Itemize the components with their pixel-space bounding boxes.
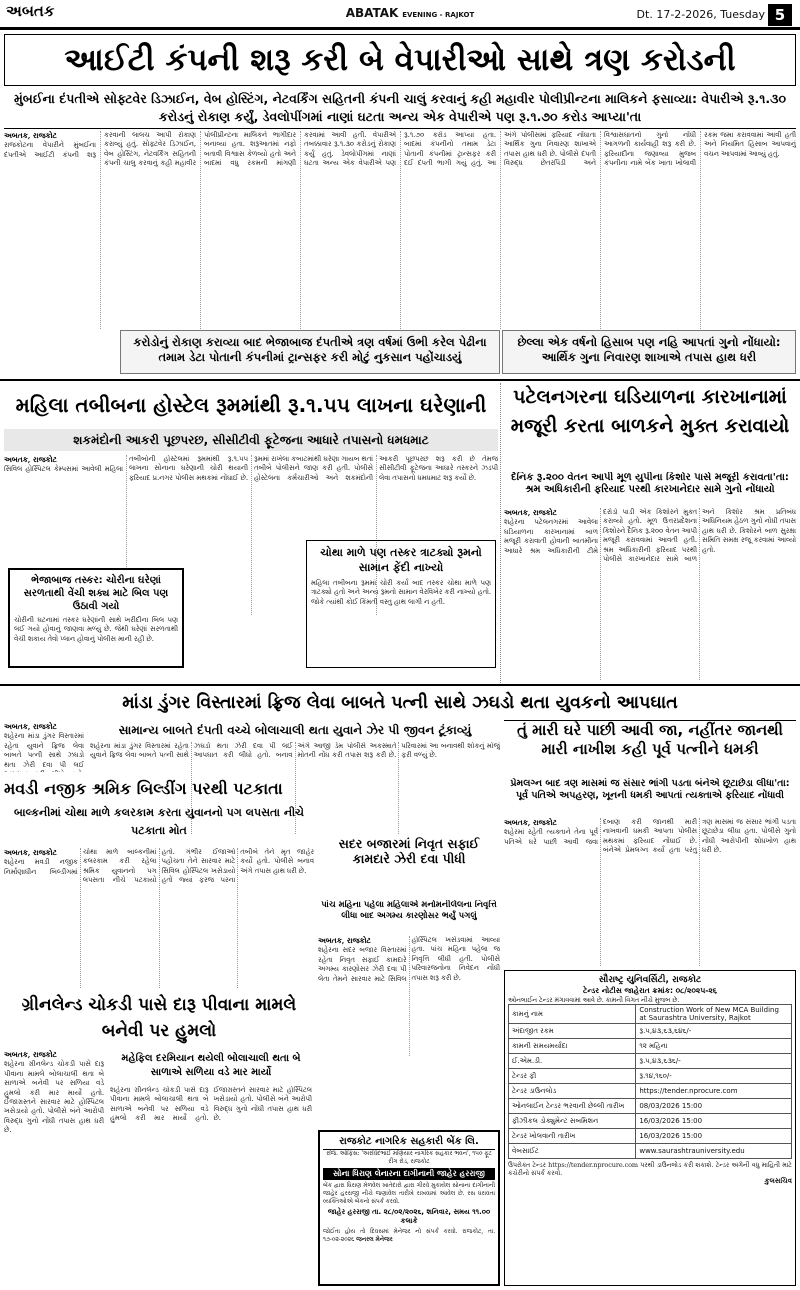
- hostel-side-body: મહિલા તબીબના રૂમમાં ચોરી કર્યા બાદ તસ્કર ચોથા માળે પણ ત્રાટક્યો હતો અને અન્ય રૂમનો સામાન વેરવિખેર કરી નાખ્યો હતો. જોકે ત્યાંથી કોઈ કિંમતી વસ્તુ હાથ લાગી ન હતી.: [311, 579, 491, 606]
- tender-row: [509, 1144, 792, 1159]
- date-line: Dt. 17-2-2026, Tuesday: [636, 8, 765, 21]
- tender-row-label: કામનું નામ: [509, 1005, 636, 1024]
- building-headline: મવડી નજીક શ્રમિક બિલ્ડીંગ પરથી પટકાતા: [4, 779, 283, 798]
- hostel-box-head: ભેજાબાજ તસ્કર: ચોરીના ઘરેણાં સરળતાથી વેંચી શક્ય માટે બિલ પણ ઉઠાવી ગયો: [23, 575, 169, 612]
- tender-signature: કુલસચિવ: [764, 1177, 792, 1185]
- fridge-body-text-2: શહેરના માંડા ડુંગર વિસ્તારમાં રહેતા યુવાને ફ્રિજ લેવા બાબતે પત્ની સાથે ઝઘડો થતા ઝેરી દવા પી લઈ આપઘાત કરી લીધો હતો. બનાવ અંગે આજી ડેમ પોલીસે અકસ્માતે મોતની નોંધ કરી તપાસ શરૂ કરી છે. પરિવારમાં આ બનાવથી શોકનું મોજું ફરી વળ્યું છે.: [90, 742, 500, 760]
- bank-ad-footer-sign: જનરલ મેનેજર: [356, 1236, 393, 1243]
- fridge-body: [4, 722, 84, 772]
- lead-subhead: મુંબઈના દંપતીએ સોફ્ટવેર ડિઝાઈન, વેબ હોસ્ટિંગ, નેટવર્કિંગ સહિતની કંપની ચાલું કરવાનું કહી મહાવીર પોલીપ્રીન્ટના માલિકને ફસાવ્યા: વેપારીએ રૂ.૧.૩૦ કરોડનું રોકાણ કર્યું, ડેવલોપીંગમાં નાણાં ઘટતા અન્ય એક વેપારીએ પણ રૂ.૧.૭૦ કરોડ આપ્યા'તા: [13, 91, 786, 124]
- building-byline: અબતક, રાજકોટ: [4, 848, 57, 857]
- greenland-body: [4, 1050, 104, 1286]
- lead-body-text: રાજકોટના વેપારીને મુંબઈના દંપતીએ આઈટી કંપની શરૂ કરવાની લાલચ આપી રોકાણ કરાવ્યું હતું. સોફ્ટવેર ડિઝાઈન, વેબ હોસ્ટિંગ, નેટવર્કિંગ સહિતની કંપની ચાલુ કરવાનું કહી મહાવીર પોલીપ્રીન્ટના માલિકને ભાગીદાર બનાવ્યા હતા. શરૂઆતમાં નફો બતાવી વિશ્વાસ કેળવ્યો હતો અને બાદમાં વધુ રકમની માંગણી કરવામાં આવી હતી. વેપારીએ તબક્કાવાર રૂ.૧.૩૦ કરોડનું રોકાણ કર્યું હતું. ડેવલોપીંગમાં નાણાં ઘટતા અન્ય એક વેપારીએ પણ રૂ.૧.૭૦ કરોડ આપ્યા હતા. બાદમાં કંપનીનો તમામ ડેટા પોતાની કંપનીમાં ટ્રાન્સફર કરી દઈ દંપતી ભાગી ગયું હતું. આ અંગે પોલીસમાં ફરિયાદ નોંધાતા આર્થિક ગુના નિવારણ શાખાએ તપાસ હાથ ધરી છે. પોલીસે દંપતી વિરુદ્ધ છેતરપિંડી અને વિશ્વાસઘાતનો ગુનો નોંધી આગળની કાર્યવાહી શરૂ કરી છે. ફરિયાદીના જણાવ્યા મુજબ કંપનીના નામે બેંક ખાતા ખોલાવી રકમ જમા કરાવવામાં આવી હતી અને નિયમિત હિસાબ આપવાનું વચન આપવામાં આવ્યું હતું.: [4, 131, 796, 168]
- tender-row-label: ફીઝીકલ ડોક્યુમેન્ટ સબમિશન: [509, 1114, 636, 1129]
- bazaar-body-text: શહેરના સદર બજાર વિસ્તારમાં રહેતા નિવૃત સફાઈ કામદારે અગમ્ય કારણોસર ઝેરી દવા પી લેતા તેમને સારવાર માટે સિવિલ હોસ્પિટલ ખસેડવામાં આવ્યા હતા. પાંચ મહિના પહેલા જ નિવૃત્તિ લીધી હતી. પોલીસે પરિવારજનોના નિવેદન નોંધી તપાસ શરૂ કરી છે.: [318, 936, 500, 983]
- edition-text: EVENING - RAJKOT: [402, 11, 475, 19]
- hostel-byline: અબતક, રાજકોટ: [4, 455, 57, 464]
- paper-name: [290, 6, 530, 24]
- bank-ad: [318, 1130, 500, 1286]
- tender-row-label: અંદાજીત રકમ: [509, 1024, 636, 1039]
- tender-row: [509, 1084, 792, 1099]
- fridge-subhead: સામાન્ય બાબતે દંપતી વચ્ચે બોલાચાલી થતા યુવાને ઝેર પી જીવન ટૂંકાવ્યું: [118, 723, 472, 737]
- greenland-subhead: મહેફિલ દરમિયાન થયેલી બોલાચાલી થતા બે સાળાએ સળિયા વડે માર માર્યો: [121, 1053, 301, 1078]
- bank-ad-footer: [323, 1228, 495, 1244]
- hostel-side-box: [306, 540, 496, 668]
- page-number: 5: [768, 4, 792, 26]
- masthead: [0, 0, 800, 30]
- lead-headline: આઈટી કંપની શરૂ કરી બે વેપારીઓ સાથે ત્રણ કરોડની: [4, 34, 796, 86]
- bank-ad-footer-right: રાજકોટ, તા. ૧૭-૦૨-૨૦૨૬: [323, 1228, 495, 1243]
- hostel-side-head: ચોથા માળે પણ તસ્કર ત્રાટક્યો રૂમનો સામાન ફેંદી નાખ્યો: [320, 546, 482, 574]
- bazaar-headline: સદર બજારમાં નિવૃત સફાઈ કામદારે ઝેરી દવા પીધી: [338, 836, 480, 866]
- hostel-subhead: શકમંદોની આકરી પૂછપરછ, સીસીટીવી ફૂટેજના આધારે તપાસનો ધમધમાટ: [4, 429, 498, 451]
- tender-row-value: 16/03/2026 15:00: [636, 1114, 792, 1129]
- factory-body: [504, 508, 796, 680]
- tender-row: [509, 1069, 792, 1084]
- fridge-body-text: શહેરના માંડા ડુંગર વિસ્તારમાં રહેતા યુવાને ફ્રિજ લેવા બાબતે પત્ની સાથે ઝઘડો થતા ઝેરી દવા પી લઈ: [4, 732, 84, 769]
- tender-notice: [504, 970, 796, 1286]
- tender-row-value: 08/03/2026 15:00: [636, 1099, 792, 1114]
- tender-row-label: ટેન્ડર ડાઉનલોડ: [509, 1084, 636, 1099]
- tender-row-label: વેબસાઈટ: [509, 1144, 636, 1159]
- tender-row-value: ૧૨ મહિના: [636, 1039, 792, 1054]
- bank-ad-notice: બેંક દ્વારા ધિરાણ મેળવેલ ખાતેદારો દ્વારા ગીરવે મુકાયેલ સોનાના દાગીનાની જાહેર હરરાજી નીચે જણાવેલ તારીખે રાખવામાં આવેલ છે. રસ ધરાવતા વ્યક્તિઓએ બેંકનો સંપર્ક કરવો.: [323, 1182, 495, 1205]
- tender-row-value: https://tender.nprocure.com: [636, 1084, 792, 1099]
- greenland-body-text-2: શહેરના ગ્રીનલેન્ડ ચોકડી પાસે દારૂ પીવાના મામલે બોલાચાલી થતા બે સાળાએ બનેવી પર સળિયા વડે હુમલો કરી માર માર્યો હતો. ઈજાગ્રસ્તને સારવાર માટે હોસ્પિટલ ખસેડાયો હતો. પોલીસે બંને આરોપી વિરુદ્ધ ગુનો નોંધી તપાસ હાથ ધરી છે.: [110, 1086, 312, 1123]
- factory-headline: પટેલનગરના ઘડિયાળના કારખાનામાં મજૂરી કરતા બાળકને મુક્ત કરાવાયો: [510, 386, 790, 437]
- building-body: [4, 848, 314, 988]
- tender-row-value: રૂ.૧૪,૧૬૦/-: [636, 1069, 792, 1084]
- factory-subhead: દૈનિક રૂ.૨૦૦ વેતન આપી મૂળ યુપીના કિશોર પાસે મજૂરી કરાવતા'તા: શ્રમ અધિકારીની ફરિયાદ પરથી કારખાનેદાર સામે ગુનો નોંધાયો: [511, 472, 789, 495]
- greenland-byline: અબતક, રાજકોટ: [4, 1050, 57, 1059]
- threat-body: [504, 818, 796, 966]
- greenland-body-extra: [110, 1086, 312, 1126]
- threat-byline: અબતક, રાજકોટ: [504, 818, 557, 827]
- fridge-headline: માંડા ડુંગર વિસ્તારમાં ફ્રિજ લેવા બાબતે પત્ની સાથે ઝઘડો થતા યુવકનો આપઘાત: [122, 693, 678, 713]
- tender-intro: ઓનલાઈન ટેન્ડર મંગાવવામાં આવે છે. કામની વિગત નીચે મુજબ છે.: [508, 996, 680, 1004]
- building-subhead: બાલ્કનીમાં ચોથા માળે કલરકામ કરતા યુવાનનો પગ લપસતા નીચે પટકાતા મોત: [14, 806, 304, 837]
- building-body-text: શહેરના મવડી નજીક નિર્માણાધીન બિલ્ડીંગમાં ચોથા માળે બાલ્કનીમાં કલરકામ કરી રહેલા શ્રમિક યુવાનનો પગ લપસતા નીચે પટકાયો હતો. ગંભીર ઈજાઓ પહોંચતા તેને સારવાર માટે સિવિલ હોસ્પિટલ ખસેડાયો હતો જ્યાં ફરજ પરના તબીબે તેને મૃત જાહેર કર્યો હતો. પોલીસે બનાવ અંગે તપાસ હાથ ધરી છે.: [4, 848, 314, 885]
- tender-row: [509, 1054, 792, 1069]
- hostel-box: [8, 568, 184, 668]
- tender-row: [509, 1039, 792, 1054]
- tender-notice-no: ટેન્ડર નોટીસ જાહેરાત ક્રમાંક: ૦૮/૨૦૨૫-૨૬: [583, 986, 717, 995]
- tender-row-label: ઓનલાઈન ટેન્ડર ભરવાની છેલ્લી તારીખ: [509, 1099, 636, 1114]
- bazaar-byline: અબતક, રાજકોટ: [318, 936, 371, 945]
- threat-body-text: શહેરમાં રહેતી ત્યક્તાને તેના પૂર્વ પતિએ ઘરે પાછી આવી જવા દબાણ કરી જાનથી મારી નાખવાની ધમકી આપતા પોલીસ મથકમાં ફરિયાદ નોંધાઈ છે. બંનેએ પ્રેમલગ્ન કર્યા હતા પરંતુ ત્રણ માસમાં જ સંસાર ભાંગી પડતા છૂટાછેડા લીધા હતા. પોલીસે ગુનો નોંધી આરોપીની શોધખોળ હાથ ધરી છે.: [504, 818, 796, 855]
- factory-body-text: શહેરના પટેલનગરમાં આવેલા ઘડિયાળના કારખાનામાં બાળ મજૂરી કરાવાતી હોવાની બાતમીના આધારે શ્રમ અધિકારીની ટીમે દરોડો પાડી એક કિશોરને મુક્ત કરાવ્યો હતો. મૂળ ઉત્તરપ્રદેશના કિશોરને દૈનિક રૂ.૨૦૦ વેતન આપી મજૂરી કરાવવામાં આવતી હતી. શ્રમ અધિકારીની ફરિયાદ પરથી પોલીસે કારખાનેદાર સામે બાળ અને કિશોર શ્રમ પ્રતિબંધ અધિનિયમ હેઠળ ગુનો નોંધી તપાસ હાથ ધરી છે. કિશોરને બાળ સુરક્ષા સમિતિ સમક્ષ રજૂ કરવામાં આવ્યો હતો.: [504, 508, 796, 564]
- bazaar-body: [318, 936, 500, 1056]
- tender-footer: ઉપરોક્ત ટેન્ડર https://tender.nprocure.com પરથી ડાઉનલોડ કરી શકાશે. ટેન્ડર અંગેની વધુ માહિતી માટે કચેરીનો સંપર્ક કરવો.: [508, 1161, 792, 1177]
- hostel-box-body: ચોરીની ઘટનામાં તસ્કર ઘરેણાંની સાથે ખરીદીના બિલ પણ લઈ ગયો હોવાનું જાણવા મળ્યું છે. જેથી ઘરેણાં સરળતાથી વેચી શકાય તેવો પ્લાન હોવાનું પોલીસ માની રહી છે.: [14, 616, 178, 643]
- bazaar-subhead: પાંચ મહિના પહેલા મહિલાએ મનોમનીલેલના નિવૃત્તિ લીધા બાદ અગમ્ય કારણોસર ભર્યું પગલું: [321, 900, 497, 921]
- lead-callout-right: છેલ્લા એક વર્ષનો હિસાબ પણ નહિ આપતાં ગુનો નોંધાયો: આર્થિક ગુના નિવારણ શાખાએ તપાસ હાથ ધરી: [502, 330, 796, 374]
- bank-ad-banner: સોના ધિરાણ લેનારના દાગીનાની જાહેર હરરાજી: [323, 1168, 495, 1180]
- hostel-body-text: સિવિલ હોસ્પિટલ કેમ્પસમાં આવેલી મહિલા તબીબોની હોસ્ટેલમાં રૂમમાંથી રૂ.૧.૫૫ લાખના સોનાના ઘરેણાની ચોરી થયાની ફરિયાદ પ્ર.નગર પોલીસ મથકમાં નોંધાઈ છે. રૂમમાં રાખેલા કબાટમાંથી ઘરેણા ગાયબ થતાં તબીબે પોલીસને જાણ કરી હતી. પોલીસે હોસ્ટેલના કર્મચારીઓ અને શકમંદોની આકરી પૂછપરછ શરૂ કરી છે તેમજ સીસીટીવી ફૂટેજના આધારે તસ્કરને ઝડપી લેવા તપાસનો ધમધમાટ શરૂ કર્યો છે.: [4, 455, 498, 482]
- tender-row: [509, 1099, 792, 1114]
- paper-name-text: ABATAK: [345, 6, 399, 20]
- tender-row: [509, 1129, 792, 1144]
- greenland-body-text: શહેરના ગ્રીનલેન્ડ ચોકડી પાસે દારૂ પીવાના મામલે બોલાચાલી થતા બે સાળાએ બનેવી પર સળિયા વડે હુમલો કરી માર માર્યો હતો. ઈજાગ્રસ્તને સારવાર માટે હોસ્પિટલ ખસેડાયો હતો. પોલીસે બંને આરોપી વિરુદ્ધ ગુનો નોંધી તપાસ હાથ ધરી છે.: [4, 1060, 104, 1135]
- tender-row: [509, 1024, 792, 1039]
- tender-row-value: Construction Work of New MCA Building at Saurashtra University, Rajkot: [636, 1005, 792, 1024]
- tender-table: [508, 1004, 792, 1159]
- tender-row-value: રૂ.૫,૪૩,૬૩,૬૪૬/-: [636, 1024, 792, 1039]
- tender-row-label: ટેન્ડર ફી: [509, 1069, 636, 1084]
- tender-row-label: કામની સમયમર્યાદા: [509, 1039, 636, 1054]
- tender-row: [509, 1005, 792, 1024]
- tender-row-label: ઈ.એમ.ડી.: [509, 1054, 636, 1069]
- threat-headline: તું મારી ઘરે પાછી આવી જા, નહીંતર જાનથી મારી નાખીશ કહી પૂર્વ પત્નીને ધમકી: [504, 720, 796, 776]
- bank-ad-address: રજિ. ઓફિસ: 'અરવિંદભાઈ મણિયાર નાગરિક સહકાર ભવન', ૧૫૦ ફૂટ રીંગ રોડ, રાજકોટ: [326, 1150, 492, 1165]
- tender-row-value: 16/03/2026 15:00: [636, 1129, 792, 1144]
- tender-row: [509, 1114, 792, 1129]
- bank-ad-title: રાજકોટ નાગરિક સહકારી બેંક લિ.: [323, 1135, 495, 1150]
- tender-org: સૌરાષ્ટ્ર યુનિવર્સિટી, રાજકોટ: [598, 975, 702, 985]
- fridge-byline: અબતક, રાજકોટ: [4, 722, 57, 731]
- threat-subhead: પ્રેમલગ્ન બાદ ત્રણ માસમાં જ સંસાર ભાંગી પડતા બંનેએ છૂટાછેડા લીધા'તા: પૂર્વ પતિએ અપહરણ, ખૂનની ધમકી આપતાં ત્યક્તાએ ફરિયાદ નોંધાવી: [510, 778, 790, 801]
- bank-ad-footer-left: જોઈતા હોય તો દિવસમાં મેનેજર નો સંપર્ક કરવો.: [323, 1228, 458, 1235]
- tender-row-value: રૂ.૫,૪૩,૬૩૬/-: [636, 1054, 792, 1069]
- lead-callout-left: કરોડોનું રોકાણ કરાવ્યા બાદ ભેજાબાજ દંપતીએ ત્રણ વર્ષમાં ઉભી કરેલ પેઢીના તમામ ડેટા પોતાની કંપનીમાં ટ્રાન્સફર કરી મોટું નુકસાન પહોંચાડયું: [120, 330, 500, 374]
- bank-ad-auction-date: જાહેર હરરાજી તા. ૨૮/૦૨/૨૦૨૬, શનિવાર, સમય ૧૧.૦૦ કલાકે: [327, 1208, 491, 1225]
- lead-byline: અબતક, રાજકોટ: [4, 131, 57, 140]
- masthead-logo: અબતક: [6, 2, 55, 20]
- greenland-headline: ગ્રીનલેન્ડ ચોકડી પાસે દારૂ પીવાના મામલે બનેવી પર હુમલો: [21, 995, 297, 1041]
- tender-row-value: www.saurashtrauniversity.edu: [636, 1144, 792, 1159]
- factory-byline: અબતક, રાજકોટ: [504, 508, 557, 517]
- hostel-headline: મહિલા તબીબના હોસ્ટેલ રૂમમાંથી રૂ.૧.૫૫ લાખના ઘરેણાની: [15, 393, 487, 417]
- tender-row-label: ટેન્ડર ખોલવાની તારીખ: [509, 1129, 636, 1144]
- lead-body: [4, 131, 796, 329]
